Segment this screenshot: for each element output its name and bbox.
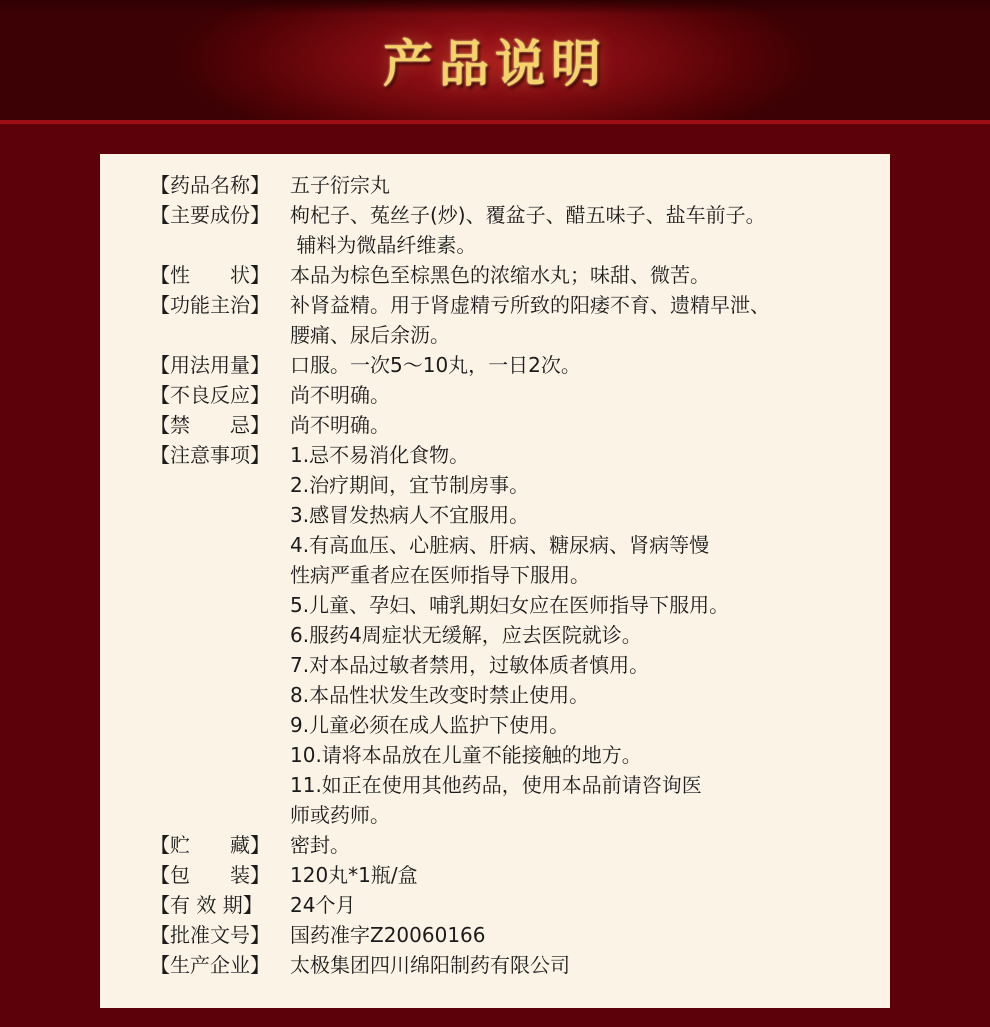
field-value-line: 五子衍宗丸 [290, 173, 390, 197]
info-list [150, 170, 880, 980]
field-value-line: 本品为棕色至棕黑色的浓缩水丸；味甜、微苦。 [290, 263, 710, 287]
info-row [150, 860, 880, 890]
field-value [290, 410, 880, 440]
field-value-line: 6.服药4周症状无缓解，应去医院就诊。 [290, 623, 642, 647]
info-row [150, 890, 880, 920]
field-value-line: 性病严重者应在医师指导下服用。 [290, 563, 590, 587]
field-value-line: 辅料为微晶纤维素。 [290, 233, 477, 257]
field-label: 【药品名称】 [150, 173, 270, 197]
field-label: 【性 状】 [150, 263, 270, 287]
field-value-line: 9.儿童必须在成人监护下使用。 [290, 713, 570, 737]
field-value-line: 4.有高血压、心脏病、肝病、糖尿病、肾病等慢 [290, 533, 710, 557]
field-value-line: 国药准字Z20060166 [290, 923, 486, 947]
field-value [290, 890, 880, 920]
field-value-line: 尚不明确。 [290, 413, 390, 437]
field-value [290, 950, 880, 980]
field-value-line: 120丸*1瓶/盒 [290, 863, 418, 887]
field-value [290, 260, 880, 290]
info-row [150, 950, 880, 980]
field-value-line: 腰痛、尿后余沥。 [290, 323, 450, 347]
info-row [150, 440, 880, 830]
info-row [150, 170, 880, 200]
field-label: 【贮 藏】 [150, 833, 270, 857]
field-value [290, 170, 880, 200]
field-label: 【不良反应】 [150, 383, 270, 407]
field-value [290, 860, 880, 890]
field-value-line: 1.忌不易消化食物。 [290, 443, 470, 467]
field-value [290, 200, 880, 260]
field-label: 【用法用量】 [150, 353, 270, 377]
field-value [290, 290, 880, 350]
page-title: 产品说明 [383, 34, 607, 93]
field-value-line: 补肾益精。用于肾虚精亏所致的阳痿不育、遗精早泄、 [290, 293, 770, 317]
field-value-line: 口服。一次5～10丸，一日2次。 [290, 353, 581, 377]
field-value [290, 920, 880, 950]
field-value [290, 380, 880, 410]
field-label: 【功能主治】 [150, 293, 270, 317]
field-value-line: 尚不明确。 [290, 383, 390, 407]
field-value [290, 440, 880, 830]
field-label: 【包 装】 [150, 863, 270, 887]
info-row [150, 200, 880, 260]
field-value-line: 7.对本品过敏者禁用，过敏体质者慎用。 [290, 653, 650, 677]
field-value [290, 830, 880, 860]
field-value-line: 10.请将本品放在儿童不能接触的地方。 [290, 743, 642, 767]
field-value-line: 2.治疗期间，宜节制房事。 [290, 473, 530, 497]
field-label: 【生产企业】 [150, 953, 270, 977]
field-value-line: 师或药师。 [290, 803, 390, 827]
info-row [150, 830, 880, 860]
info-row [150, 290, 880, 350]
info-row [150, 350, 880, 380]
info-row [150, 410, 880, 440]
field-value-line: 太极集团四川绵阳制药有限公司 [290, 953, 570, 977]
field-value [290, 350, 880, 380]
header-banner [0, 0, 990, 124]
instructions-panel [100, 154, 890, 1008]
info-row [150, 380, 880, 410]
field-value-line: 枸杞子、菟丝子(炒)、覆盆子、醋五味子、盐车前子。 [290, 203, 766, 227]
field-value-line: 密封。 [290, 833, 350, 857]
field-value-line: 11.如正在使用其他药品，使用本品前请咨询医 [290, 773, 702, 797]
field-value-line: 3.感冒发热病人不宜服用。 [290, 503, 530, 527]
field-value-line: 8.本品性状发生改变时禁止使用。 [290, 683, 590, 707]
field-label: 【有 效 期】 [150, 893, 263, 917]
field-label: 【批准文号】 [150, 923, 270, 947]
field-label: 【注意事项】 [150, 443, 270, 467]
field-label: 【主要成份】 [150, 203, 270, 227]
field-value-line: 24个月 [290, 893, 356, 917]
info-row [150, 920, 880, 950]
info-row [150, 260, 880, 290]
field-label: 【禁 忌】 [150, 413, 270, 437]
field-value-line: 5.儿童、孕妇、哺乳期妇女应在医师指导下服用。 [290, 593, 730, 617]
